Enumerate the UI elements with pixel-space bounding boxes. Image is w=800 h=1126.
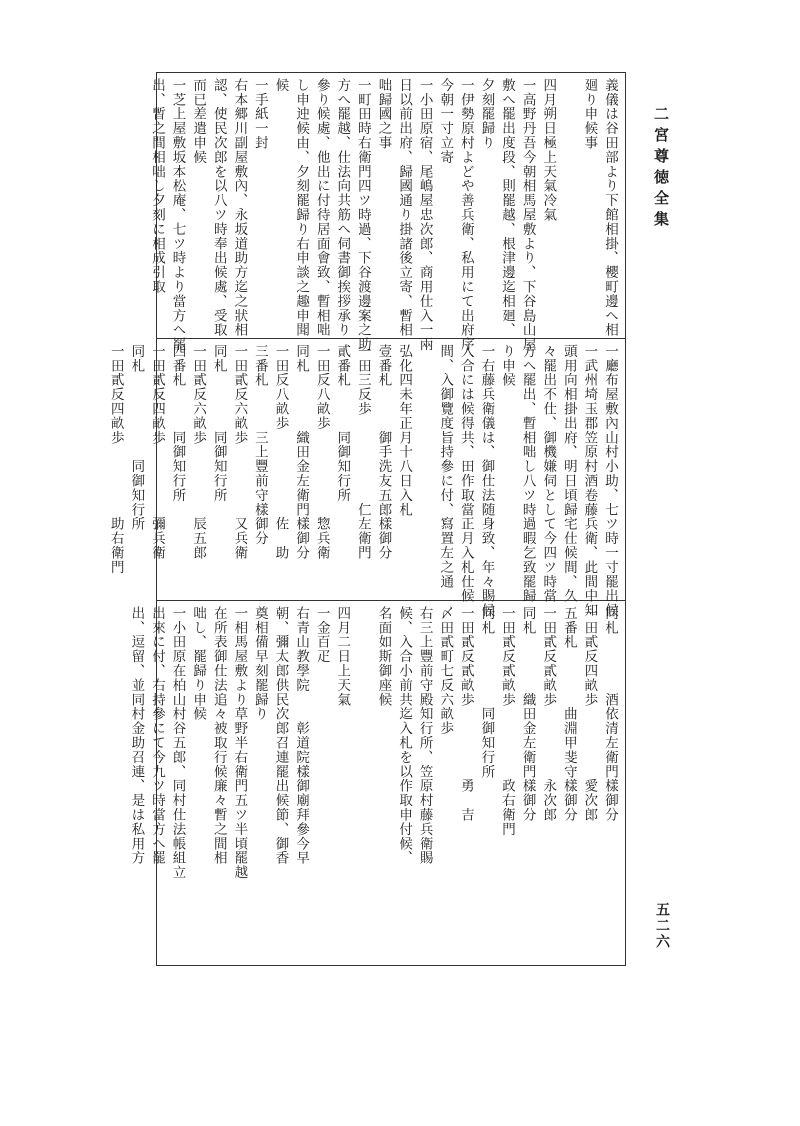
text-line: 一田貳反貳畝歩 勇 吉 (457, 606, 474, 822)
text-line: 々罷出不仕、御機嫌伺として今四ツ時當 (540, 344, 557, 604)
text-line: 義儀は谷田部より下館相掛、櫻町邊へ相 (602, 78, 618, 338)
text-line: し申迚候由、夕刻罷歸り右申談之趣申聞 (293, 78, 310, 338)
text-line: 認、使民次郎を以八ツ時奉出候處、受取 (210, 78, 227, 338)
text-line: 而已差遣申候 (190, 78, 207, 165)
text-line: 一相馬屋敷より草野半右衛門五ツ半頃罷越 (231, 606, 248, 880)
text-line: 候 (272, 78, 289, 93)
text-line: り申候 (499, 344, 516, 388)
page-number: 五二六 (654, 902, 670, 950)
text-line: 咄歸國之事 (375, 78, 392, 150)
text-line: 一金百疋 (313, 606, 330, 664)
text-line: 〆田貳町七反六畝歩 (437, 606, 454, 736)
text-line: 四月二日上天氣 (334, 606, 351, 707)
running-title: 二宮尊徳全集 (652, 106, 670, 232)
text-line: 右三上豐前守殿知行所、笠原村藤兵衛賜 (416, 606, 433, 866)
text-line: 壹番札 御手洗友五郎樣御分 (375, 344, 392, 560)
text-line: 同札 同御知行所 (210, 344, 227, 503)
text-line: 一手紙一封 (251, 78, 268, 150)
text-line: 一田反八畝歩 惣兵衛 (313, 344, 330, 560)
text-line: 在所表御仕法追々被取行候廉々暫之間相 (210, 606, 227, 866)
text-line: 三番札 三上豐前守樣御分 (251, 344, 268, 546)
text-band-bottom (128, 606, 620, 960)
text-line: 一小田原宿、尾嶋屋忠次郎、商用仕入一兩 (416, 78, 433, 352)
text-line: 出、暫之間相咄し夕刻に相成引取 (148, 78, 165, 294)
text-line: 一田貳反六畝歩 辰五郎 (190, 344, 207, 560)
text-line: 右青山教學院 彰道院樣御廟拜參今早 (293, 606, 310, 866)
text-line: 弘化四未年正月十八日入札 (396, 344, 413, 517)
text-line: 名面如斯御座候 (375, 606, 392, 707)
text-line: 朝、彌太郎供民次郎召連罷出候節、御香 (272, 606, 289, 866)
text-line: 同札 同御知行所 (478, 606, 495, 779)
text-line: 今朝一寸立寄 (437, 78, 454, 165)
text-line: 同札 織田金左衛門樣御分 (293, 344, 310, 560)
text-line: 一廳布屋敷內山村小助、七ツ時一寸罷出候 (602, 344, 618, 618)
text-line: 一町田時右衛門四ツ時過、下谷渡邊案之助 (354, 78, 371, 352)
text-line: 出、逗留、並同村金助召連、是は私用方 (128, 606, 145, 866)
text-line: 貳番札 同御知行所 (334, 344, 351, 503)
text-line: 一田貳反四畝歩 愛次郎 (581, 606, 598, 822)
text-line: 一田貳反貳畝歩 永次郎 (540, 606, 557, 822)
text-line: 頭用向相掛出府、明日頃歸宅仕候間、久 (560, 344, 577, 604)
text-line: 一芝上屋敷坂本松庵、七ツ時より當方へ罷 (169, 78, 186, 352)
text-line: 五番札 曲淵甲斐守樣御分 (560, 606, 577, 822)
text-line: 出來に付、右持參にて今九ツ時當方へ罷 (148, 606, 165, 866)
text-line: 奠相備早刻罷歸り (251, 606, 268, 722)
text-line: 一田三反歩 仁左衛門 (354, 344, 371, 560)
text-line: 同札 酒依清左衛門樣御分 (602, 606, 618, 822)
text-line (352, 606, 373, 960)
text-line: 入合には候得共、田作取當正月入札仕候 (457, 344, 474, 604)
text-line: 一田反八畝歩 佐 助 (272, 344, 289, 560)
text-line: 一高野丹吾今朝相馬屋敷より、下谷島山屋 (519, 78, 536, 352)
text-line: 參り候處、他出に付待居面會致、暫相咄 (313, 78, 330, 338)
band-divider-1 (156, 338, 626, 339)
text-band-top (148, 78, 620, 352)
text-line (558, 78, 579, 334)
text-line: 廻り申候事 (581, 78, 598, 150)
text-line: 同札 織田金左衛門樣御分 (519, 606, 536, 822)
text-line: 右本郷川副屋敷內、永坂道助方迄之狀相 (231, 78, 248, 338)
text-line: 一小田原在柏山村谷五郎、同村仕法帳組立 (169, 606, 186, 880)
text-line: 候、入合小前共迄入札を以作取申付候、 (396, 606, 413, 866)
text-line: 日以前出府、歸國通り掛諸後立寄、暫相 (396, 78, 413, 338)
text-line: 同札 同御知行所 (128, 344, 145, 532)
text-line: 一田貳反貳畝歩 政右衛門 (499, 606, 516, 837)
text-line (414, 344, 435, 596)
text-line: 四月朔日極上天氣冷氣 (540, 78, 557, 222)
text-line: 方へ罷出、暫相咄し八ツ時過暇乞致罷歸 (519, 344, 536, 604)
text-line: 一右藤兵衛儀は、御仕法随身致、年々賜候 (478, 344, 495, 618)
text-line: 四番札 同御知行所 (169, 344, 186, 503)
text-line: 一伊勢原村よどや善兵衛、私用にて出府序 (457, 78, 474, 352)
text-line: 一田貳反四畝歩 助右衛門 (107, 344, 124, 575)
text-line: 敷へ罷出度段、則罷越、根津邊迄相廻、 (499, 78, 516, 338)
text-line: 咄し、罷歸り申候 (190, 606, 207, 722)
text-band-middle (107, 344, 620, 618)
text-line: 方へ罷越、仕法向共筋へ伺書御挨拶承り (334, 78, 351, 338)
text-line: 夕刻罷歸り (478, 78, 495, 150)
text-line: 間、入御覽度旨持參に付、寫置左之通 (437, 344, 454, 589)
text-line: 一武州埼玉郡笠原村酒卷藤兵衛、此間中知 (581, 344, 598, 618)
text-line: 一田貳反六畝歩 又兵衛 (231, 344, 248, 560)
text-line: 一田貳反四畝歩 彌兵衛 (148, 344, 165, 560)
